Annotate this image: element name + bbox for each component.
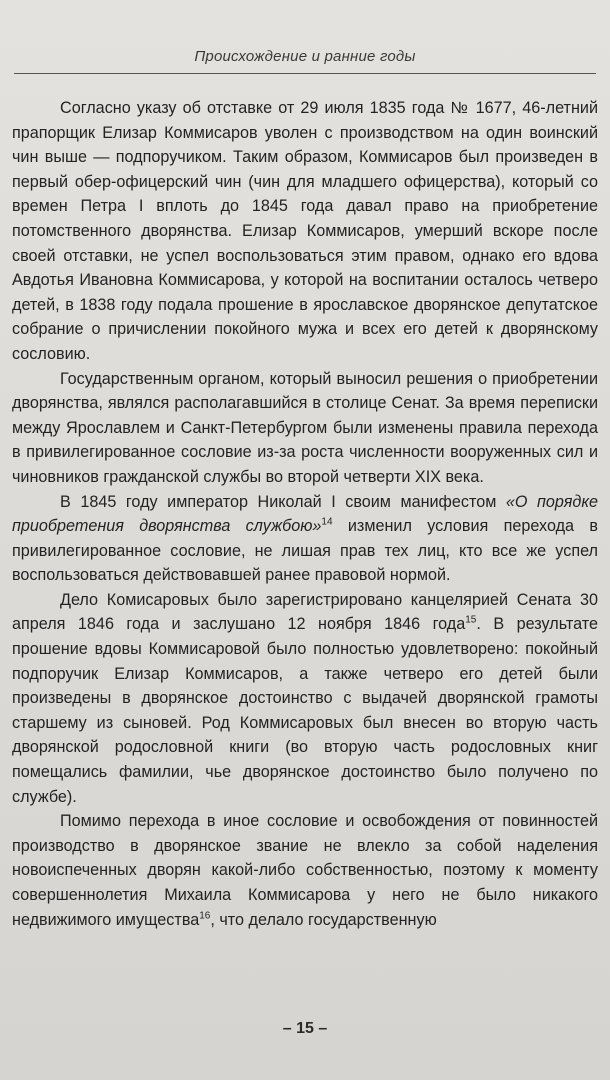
page-number: – 15 – <box>282 1020 328 1037</box>
paragraph-5 <box>12 809 598 932</box>
paragraph-3-text-start: В 1845 году император Николай I своим манифестом <box>60 492 506 511</box>
running-header: Происхождение и ранние годы <box>194 48 416 65</box>
paragraph-1: Согласно указу об отставке от 29 июля 1835 года № 1677, 46-летний прапорщик Елизар Коммисаров уволен с производством на один воинский чин выше — подпоручиком. Таким образом, Коммисаров был произведен в первый обер-офицерский чин (чин для младшего офицерства), который со времен Петра I вплоть до 1845 года давал право на приобретение потомственного дворянства. Елизар Коммисаров, умерший вскоре после своей отставки, не успел воспользоваться этим правом, однако его вдова Авдотья Ивановна Коммисарова, у которой на воспитании осталось четверо детей, в 1838 году подала прошение в ярославское дворянское депутатское собрание о причислении покойного мужа и всех его детей к дворянскому сословию. <box>12 99 598 363</box>
footnote-ref-16: 16 <box>199 910 211 922</box>
footnote-ref-15: 15 <box>465 615 477 627</box>
manifesto-title: «О порядке приобретения дворянства службою» <box>12 492 598 536</box>
body-text <box>12 96 598 932</box>
paragraph-5-text-end: , что делало государственную <box>210 910 437 929</box>
paragraph-4-text-start: Дело Комисаровых было зарегистрировано канцелярией Сената 30 апреля 1846 года и заслушано 12 ноября 1846 года <box>12 590 598 634</box>
paragraph-4-text-end: . В результате прошение вдовы Коммисаровой было полностью удовлетворено: покойный подпоручик Елизар Коммисаров, а также четверо его детей были произведены в дворянское достоинство с выдачей дворянской грамоты старшему из сыновей. Род Коммисаровых был внесен во вторую часть дворянской родословной книги (во вторую часть родословных книг помещались фамилии, чье дворянское достоинство было получено по службе). <box>12 615 598 806</box>
footnote-ref-14: 14 <box>321 516 333 528</box>
paragraph-3 <box>12 490 598 588</box>
paragraph-4 <box>12 588 598 809</box>
header-rule <box>14 73 596 74</box>
paragraph-3-text-end: изменил условия перехода в привилегированное сословие, не лишая прав тех лиц, кто все же успел воспользоваться действовавшей ранее правовой нормой. <box>12 517 598 585</box>
paragraph-5-text-start: Помимо перехода в иное сословие и освобождения от повинностей производство в дворянское звание не влекло за собой наделения новоиспеченных дворян какой-либо собственностью, поэтому к моменту совершеннолетия Михаила Коммисарова у него не было никакого недвижимого имущества <box>12 812 598 929</box>
paragraph-2: Государственным органом, который выносил решения о приобретении дворянства, являлся располагавшийся в столице Сенат. За время переписки между Ярославлем и Санкт-Петербургом были изменены правила перехода в привилегированное сословие из-за роста численности вооруженных сил и чиновников гражданской службы во второй четверти XIX века. <box>12 369 598 486</box>
